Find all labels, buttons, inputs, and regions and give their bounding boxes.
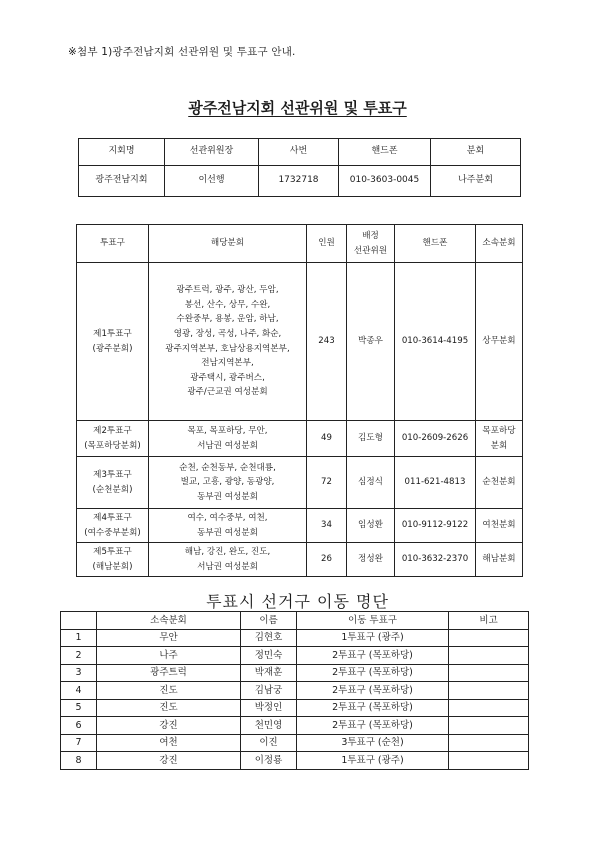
cell-district-line: 제3투표구 <box>93 469 132 480</box>
cell-branches-line: 동부권 여성분회 <box>197 491 258 502</box>
cell-district-line: (여수중부분회) <box>84 527 141 538</box>
cell-branches-line: 봉선, 산수, 상무, 수완, <box>184 299 271 310</box>
header-district: 투표구 <box>77 225 149 263</box>
cell-district-line: 제5투표구 <box>93 546 132 557</box>
header-phone: 핸드폰 <box>339 139 431 166</box>
header-branch: 분회 <box>431 139 521 166</box>
cell-count: 72 <box>307 457 347 509</box>
cell-branches-line: 서남권 여성분회 <box>197 561 258 572</box>
cell-name: 박정인 <box>241 699 297 717</box>
cell-remark <box>449 664 529 682</box>
cell-district-line: 제4투표구 <box>93 512 132 523</box>
cell-branch: 강진 <box>97 752 241 770</box>
cell-phone: 010-9112-9122 <box>395 509 476 543</box>
cell-home-branch-line: 목포하당 <box>482 425 516 436</box>
cell-branches-line: 광주/근교권 여성분회 <box>187 387 268 398</box>
cell-home-branch-line: 분회 <box>490 440 508 451</box>
cell-name: 김남궁 <box>241 682 297 700</box>
cell-branches-line: 해남, 강진, 완도, 진도, <box>184 546 271 557</box>
cell-chair: 이선행 <box>165 166 259 197</box>
header-chair: 선관위원장 <box>165 139 259 166</box>
cell-no: 4 <box>61 682 97 700</box>
cell-no: 7 <box>61 734 97 752</box>
move-table <box>60 611 529 770</box>
district-row <box>77 263 523 421</box>
header-remark: 비고 <box>449 612 529 630</box>
header-officer-line1: 배정 <box>362 230 379 241</box>
cell-home-branch <box>476 509 523 543</box>
cell-branches-line: 광주지역본부, 호남상용지역본부, <box>165 343 290 354</box>
cell-move-district: 2투표구 (목포하당) <box>297 717 449 735</box>
cell-remark <box>449 734 529 752</box>
header-officer <box>347 225 395 263</box>
cell-district <box>77 509 149 543</box>
cell-district-line: 제1투표구 <box>93 328 132 339</box>
cell-branches-line: 전남지역본부, <box>201 358 254 369</box>
cell-branches <box>149 509 307 543</box>
district-header-row <box>77 225 523 263</box>
move-row <box>61 752 529 770</box>
cell-name: 박재훈 <box>241 664 297 682</box>
cell-remark <box>449 647 529 665</box>
cell-move-district: 1투표구 (광주) <box>297 752 449 770</box>
cell-count: 243 <box>307 263 347 421</box>
cell-phone: 010-3632-2370 <box>395 543 476 577</box>
cell-branches-line: 수완중부, 용봉, 운암, 하남, <box>176 314 279 325</box>
cell-move-district: 2투표구 (목포하당) <box>297 647 449 665</box>
cell-count: 49 <box>307 421 347 457</box>
header-employee-no: 사번 <box>259 139 339 166</box>
header-home-branch: 소속분회 <box>476 225 523 263</box>
cell-move-district: 1투표구 (광주) <box>297 629 449 647</box>
cell-officer: 임성환 <box>347 509 395 543</box>
committee-header-row <box>79 139 521 166</box>
cell-move-district: 3투표구 (순천) <box>297 734 449 752</box>
cell-no: 3 <box>61 664 97 682</box>
cell-officer: 심정식 <box>347 457 395 509</box>
cell-branch: 진도 <box>97 682 241 700</box>
cell-remark <box>449 717 529 735</box>
district-row <box>77 421 523 457</box>
section-title: 투표시 선거구 이동 명단 <box>206 592 389 611</box>
cell-branch: 나주분회 <box>431 166 521 197</box>
move-row <box>61 734 529 752</box>
cell-district <box>77 543 149 577</box>
cell-phone: 010-3614-4195 <box>395 263 476 421</box>
cell-branches <box>149 543 307 577</box>
cell-branch: 여천 <box>97 734 241 752</box>
cell-district <box>77 421 149 457</box>
header-phone: 핸드폰 <box>395 225 476 263</box>
cell-move-district: 2투표구 (목포하당) <box>297 664 449 682</box>
cell-branch: 무안 <box>97 629 241 647</box>
cell-no: 6 <box>61 717 97 735</box>
header-officer-line2: 선관위원 <box>353 245 388 256</box>
cell-district-line: (광주분회) <box>92 343 133 354</box>
cell-remark <box>449 682 529 700</box>
cell-remark <box>449 752 529 770</box>
move-row <box>61 717 529 735</box>
cell-home-branch <box>476 263 523 421</box>
cell-branches-line: 목포, 목포하당, 무안, <box>187 425 268 436</box>
cell-remark <box>449 629 529 647</box>
cell-name: 정민숙 <box>241 647 297 665</box>
cell-branches-line: 광주택시, 광주버스, <box>190 372 265 383</box>
move-row <box>61 682 529 700</box>
cell-district <box>77 263 149 421</box>
cell-name: 천민영 <box>241 717 297 735</box>
cell-officer: 정성완 <box>347 543 395 577</box>
cell-branch-name: 광주전남지회 <box>79 166 165 197</box>
cell-no: 2 <box>61 647 97 665</box>
header-branch: 소속분회 <box>97 612 241 630</box>
cell-officer: 김도형 <box>347 421 395 457</box>
cell-move-district: 2투표구 (목포하당) <box>297 699 449 717</box>
cell-branches-line: 여수, 여수중부, 여천, <box>187 512 268 523</box>
cell-move-district: 2투표구 (목포하당) <box>297 682 449 700</box>
cell-branches <box>149 421 307 457</box>
header-move-district: 이동 투표구 <box>297 612 449 630</box>
cell-home-branch-line: 순천분회 <box>482 477 516 488</box>
cell-no: 8 <box>61 752 97 770</box>
cell-remark <box>449 699 529 717</box>
header-count: 인원 <box>307 225 347 263</box>
header-branch-name: 지회명 <box>79 139 165 166</box>
cell-phone: 011-621-4813 <box>395 457 476 509</box>
cell-branches-line: 순천, 순천동부, 순천대룡, <box>179 462 276 473</box>
cell-branch: 강진 <box>97 717 241 735</box>
cell-branch: 광주트럭 <box>97 664 241 682</box>
cell-branches-line: 광주트럭, 광주, 광산, 두암, <box>176 285 279 296</box>
cell-no: 5 <box>61 699 97 717</box>
district-row <box>77 509 523 543</box>
cell-district-line: (목포하당분회) <box>84 440 141 451</box>
cell-branches <box>149 263 307 421</box>
move-header-row <box>61 612 529 630</box>
cell-name: 김현호 <box>241 629 297 647</box>
cell-branches-line: 동부권 여성분회 <box>197 527 258 538</box>
cell-count: 34 <box>307 509 347 543</box>
cell-district-line: (해남분회) <box>92 561 133 572</box>
cell-name: 이정룡 <box>241 752 297 770</box>
cell-officer: 박종우 <box>347 263 395 421</box>
cell-name: 이진 <box>241 734 297 752</box>
cell-branches-line: 서남권 여성분회 <box>197 440 258 451</box>
attachment-note: ※첨부 1)광주전남지회 선관위원 및 투표구 안내. <box>68 46 296 58</box>
district-row <box>77 543 523 577</box>
cell-home-branch-line: 여천분회 <box>482 520 516 531</box>
cell-branches-line: 벌교, 고흥, 광양, 동광양, <box>180 477 275 488</box>
committee-table <box>78 138 521 197</box>
cell-home-branch <box>476 457 523 509</box>
cell-home-branch <box>476 421 523 457</box>
cell-home-branch-line: 해남분회 <box>482 554 516 565</box>
header-branches: 해당분회 <box>149 225 307 263</box>
cell-branches <box>149 457 307 509</box>
cell-no: 1 <box>61 629 97 647</box>
cell-home-branch <box>476 543 523 577</box>
move-row <box>61 664 529 682</box>
cell-branch: 진도 <box>97 699 241 717</box>
cell-phone: 010-2609-2626 <box>395 421 476 457</box>
move-row <box>61 629 529 647</box>
move-row <box>61 647 529 665</box>
cell-count: 26 <box>307 543 347 577</box>
page-title-text: 광주전남지회 선관위원 및 투표구 <box>188 99 407 117</box>
cell-home-branch-line: 상무분회 <box>482 336 516 347</box>
cell-district <box>77 457 149 509</box>
move-row <box>61 699 529 717</box>
district-table <box>76 224 523 577</box>
cell-branch: 나주 <box>97 647 241 665</box>
header-no <box>61 612 97 630</box>
cell-branches-line: 영광, 장성, 곡성, 나주, 화순, <box>173 328 282 339</box>
page-title <box>0 97 595 118</box>
committee-row <box>79 166 521 197</box>
district-row <box>77 457 523 509</box>
cell-district-line: (순천분회) <box>92 484 133 495</box>
cell-district-line: 제2투표구 <box>93 425 132 436</box>
cell-phone: 010-3603-0045 <box>339 166 431 197</box>
header-name: 이름 <box>241 612 297 630</box>
cell-employee-no: 1732718 <box>259 166 339 197</box>
